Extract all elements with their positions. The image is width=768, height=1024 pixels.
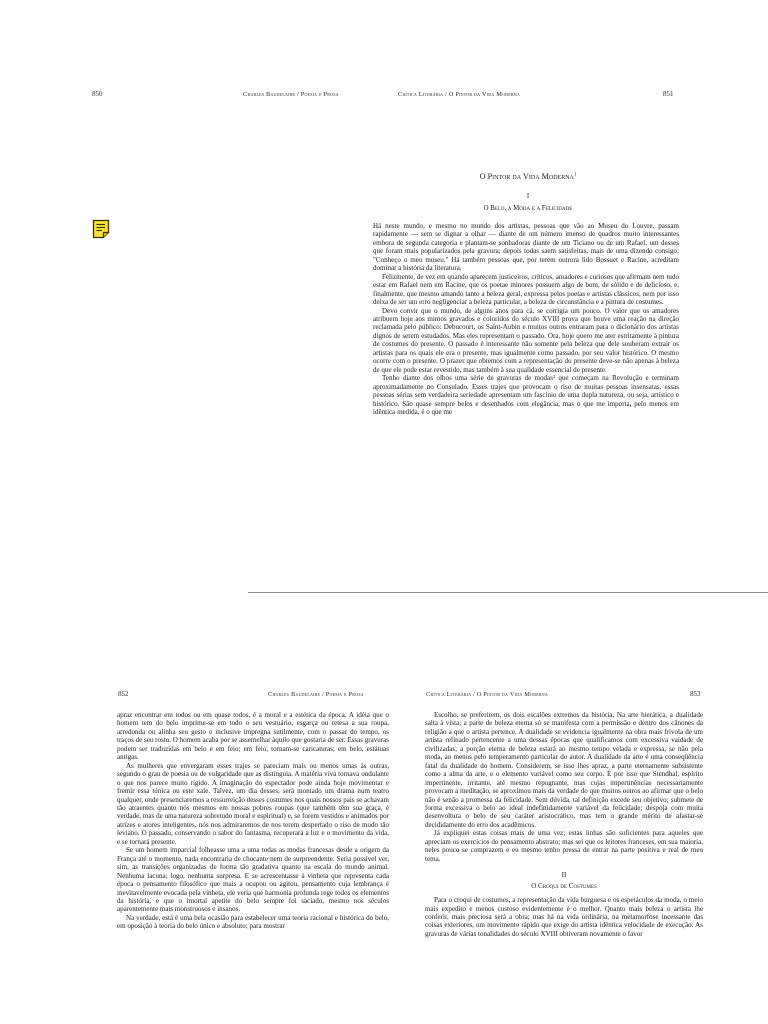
paragraph: As mulheres que envergaram esses trajes se pareciam mais ou menos umas às outras, segundo o grau de poesia ou de vulgaridade que as distinguia. A matéria viva tornava ondulante o que nos parece muito rígido. A imaginação do espectador pode ainda hoje movimentar e fremir essa túnica ou este xale. Talvez, um dia desses, será montado um drama num teatro qualquer, onde presenciaremos a ressurreição desses costumes nos quais nossos pais se achavam tão atraentes quanto nós mesmos em nossas pobres roupas (que também têm sua graça, é verdade, mas de uma natureza sobretudo moral e espiritual) e, se forem vestidos e animados por atrizes e atores inteligentes, nós nos admiraremos de nos terem despertado o riso de modo tão leviano. O passado, conservando o sabor do fantasma, recuperará a luz e o movimento da vida, e se tornará presente. — [117, 761, 389, 846]
paragraph: Na verdade, está é uma bela ocasião para estabelecer uma teoria racional e histórica do belo, em oposição à teoria do belo único e absoluto; para mostrar — [117, 913, 389, 931]
page-number-851: 851 — [663, 90, 674, 98]
essay-title-text: O Pintor da Vida Moderna — [479, 172, 574, 181]
body-column-851 — [373, 222, 679, 416]
section-title-i: O Belo, a Moda e a Felicidade — [483, 205, 573, 212]
sticky-note-icon[interactable] — [92, 219, 110, 239]
paragraph: Há neste mundo, e mesmo no mundo dos artistas, pessoas que vão ao Museu do Louvre, passam rapidamente — sem se dignar a olhar — diante de um número imenso de quadros muito interessantes embora de segunda categoria e plantam-se sonhadoras diante de um Ticiano ou de um Rafael, um desses que foram mais popularizados pela gravura; depois todas saem satisfeitas, mais de uma dizendo consigo: "Conheço o meu museu." Há também pessoas que, por terem outrora lido Bossuet e Racine, acreditam dominar a história da literatura. — [373, 222, 679, 273]
paragraph: Escolho, se preferirem, os dois escalões extremos da história. Na arte hierática, a dualidade salta à vista; a parte de beleza eterna só se manifesta com a permissão e dentro dos cânones da religião a que o artista pertence. A dualidade se evidencia igualmente na obra mais frívola de um artista refinado pertencente a uma dessas épocas que qualificamos com excessiva vaidade de civilizadas; a porção eterna de beleza estará ao mesmo tempo velada e expressa, se não pela moda, ao menos pelo temperamento particular do autor. A dualidade da arte é uma conseqüência fatal da dualidade do homem. Considerem, se isso lhes apraz, a parte eternamente subsistente como a alma da arte, e o elemento variável como seu corpo. É por isso que Stendhal, espírito impertinente, irritante, até mesmo repugnante, mas cujas impertinências necessariamente provocam a meditação, se aproximou mais da verdade do que muitos outros ao afirmar que o belo não é senão a promessa da felicidade. Sem dúvida, tal definição excede seu objetivo; submete de forma excessiva o belo ao ideal indefinidamente variável da felicidade; despoja com muita desenvoltura o belo de seu caráter aristocrático, mas tem o grande mérito de afastar-se decididamente do erro dos acadêmicos. — [425, 711, 703, 829]
running-head-right: Crítica Literária / O Pintor da Vida Moderna — [398, 91, 520, 98]
section-title-ii: O Croqui de Costumes — [531, 881, 597, 890]
bottom-spread — [0, 596, 768, 1024]
paragraph: Devo convir que o mundo, de alguns anos para cá, se corrigia um pouco. O valor que os amadores atribuem hoje aos mimos gravados e coloridos do século XVIII prova que houve uma reação na direção reclamada pelo público: Debucourt, os Saint-Aubin e muitos outros entraram para o dicionário dos artistas dignos de serem estudados. Mas eles representam o passado. Ora, hoje quero me ater estritamente à pintura de costumes do presente. O passado é interessante não somente pela beleza que dele souberam extrair os artistas para os quais ele era o presente, mas igualmente como passado, por seu valor histórico. O mesmo ocorre com o presente. O prazer que obtemos com a representação do presente deve-se não apenas à beleza de que ele pode estar revestido, mas também à sua qualidade essencial de presente. — [373, 306, 679, 374]
paragraph: Para o croqui de costumes, a representação da vida burguesa e os espetáculos da moda, o meio mais expedito e menos custoso evidentemente é o melhor. Quanto mais beleza o artista lhe conferir, mais preciosa será a obra; mas há na vida ordinária, na metamorfose incessante das coisas exteriores, um movimento rápido que exige do artista idêntica velocidade de execução. As gravuras de várias tonalidades do século XVIII obtiveram novamente o favor — [425, 896, 703, 938]
spread-divider — [248, 592, 768, 593]
page-number-852: 852 — [118, 690, 129, 698]
running-head-right: Crítica Literária / O Pintor da Vida Moderna — [426, 691, 548, 698]
running-head-left: Charles Baudelaire / Poesia e Prosa — [243, 91, 339, 98]
paragraph: Já expliquei estas coisas mais de uma vez; estas linhas são suficientes para aqueles que apreciam os exercícios do pensamento abstrato; mas sei que os leitores franceses, em sua maioria, neles pouco se comprazem e eu mesmo tenho pressa de entrar na parte positiva e real de meu tema. — [425, 829, 703, 863]
body-column-852 — [117, 711, 389, 931]
section-number-ii: II — [561, 871, 567, 880]
title-footnote-mark: 1 — [573, 172, 577, 178]
paragraph: Se um homem imparcial folheasse uma a uma todas as modas francesas desde a origem da França até o momento, nada encontraria de chocante nem de surpreendente. Seria possível ver, sim, as transições organizadas de forma tão gradativa quanto na escala do mundo animal. Nenhuma lacuna; logo, nenhuma surpresa. E se acrescentasse à vinheta que representa cada época o pensamento filosófico que mais a ocupou ou agitou, pensamento cuja lembrança é inevitavelmente evocada pela vinheta, ele veria que harmonia profunda rege todos os elementos da história, e que o imortal apetite do belo sempre foi saciado, mesmo nos séculos aparentemente mais monstruosos e insanos. — [117, 846, 389, 914]
page-number-850: 850 — [92, 90, 103, 98]
paragraph: Tenho diante dos olhos uma série de gravuras de modas² que começam na Revolução e terminam aproximadamente no Consulado. Esses trajes que provocam o riso de muitas pessoas insensatas, essas pessoas sérias sem verdadeira seriedade apresentam um fascínio de uma dupla natureza, ou seja, artístico e histórico. São quase sempre belos e desenhados com elegância, mas o que me importa, pelo menos em idêntica medida, é o que me — [373, 374, 679, 416]
page-number-853: 853 — [690, 690, 701, 698]
note-icon-graphic — [92, 219, 110, 239]
paragraph: apraz encontrar em todos ou em quase todos, é a moral e a estética da época. A idéia que o homem tem do belo imprime-se em todo o seu vestuário, esgarça ou retesa a sua roupa, arredonda ou alinha seu gesto e inclusive impregna sutilmente, com o passar do tempo, os traços de seu rosto. O homem acaba por se assemelhar àquilo que gostaria de ser. Essas gravuras podem ser traduzidas em belo e em feio; em feio, tornam-se caricaturas; em belo, estátuas antigas. — [117, 711, 389, 762]
running-head-left: Charles Baudelaire / Poesia e Prosa — [268, 691, 364, 698]
section-number-i: I — [526, 193, 530, 200]
body-column-853 — [425, 711, 703, 938]
paragraph: Felizmente, de vez em quando aparecem justiceiros, críticos, amadores e curiosos que afirmam nem tudo estar em Rafael nem em Racine, que os poetae minores possuem algo de bom, de sólido e de delicioso, e, finalmente, que mesmo amando tanto a beleza geral, expressa pelos poetas e artistas clássicos, nem por isso deixa de ser um erro negligenciar a beleza particular, a beleza de circunstância e a pintura de costumes. — [373, 272, 679, 307]
essay-title — [372, 172, 684, 181]
